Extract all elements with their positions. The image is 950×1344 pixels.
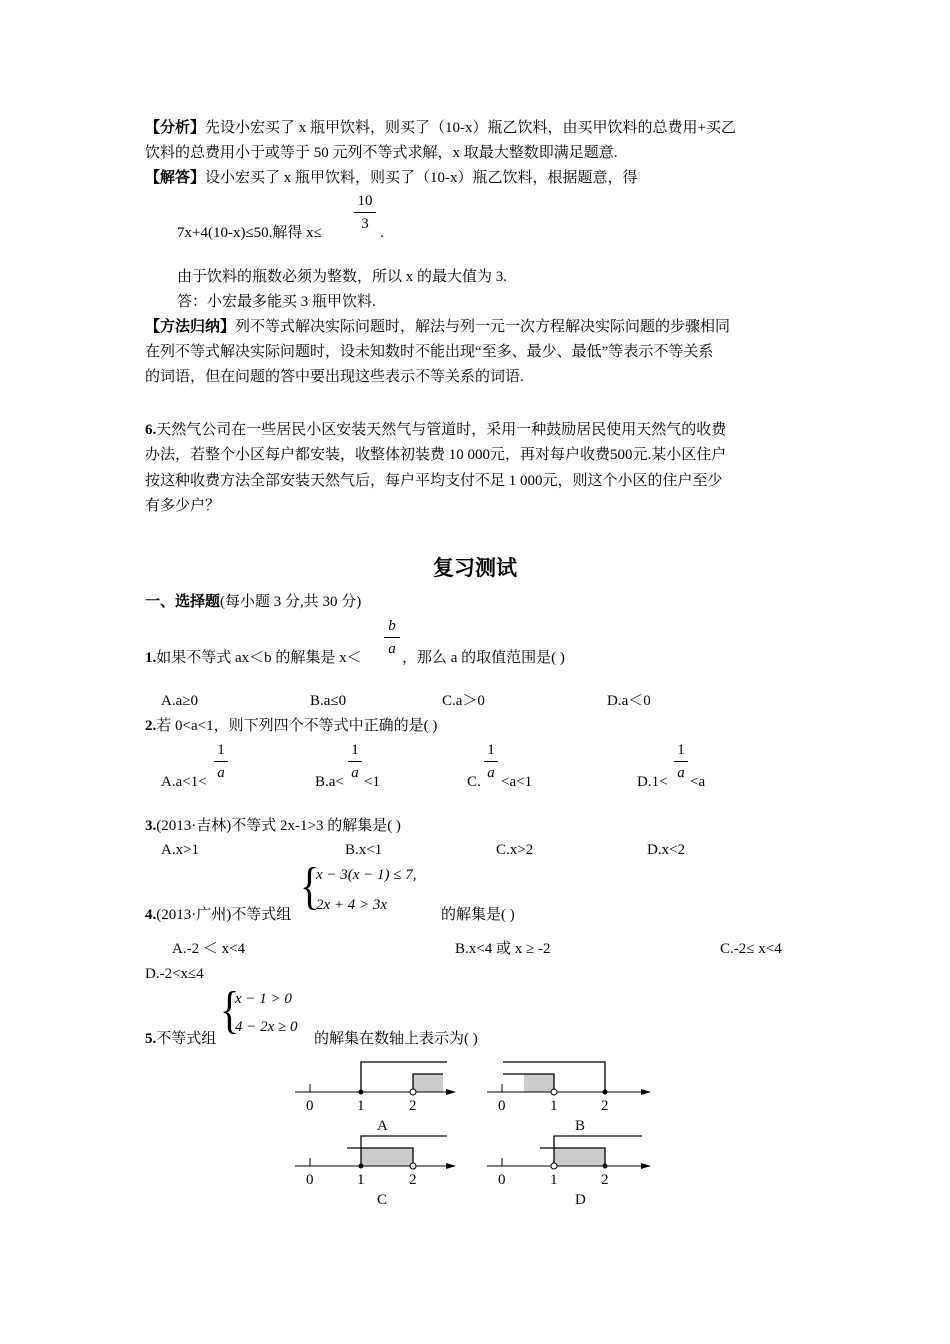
method (145, 318, 730, 336)
question-number: 5. (145, 1031, 157, 1047)
question-text: 不等式组 (156, 1031, 217, 1047)
numerator: b (388, 618, 396, 634)
question-text: ，那么 a 的取值范围是( ) (402, 650, 565, 666)
option-c-diagram[interactable] (295, 1136, 455, 1208)
option-a[interactable]: A.x>1 (161, 842, 200, 858)
label-c: C (377, 1192, 388, 1208)
tick-2: 2 (409, 1172, 417, 1188)
numerator: 1 (487, 742, 495, 758)
label-d: D (575, 1192, 586, 1208)
question-text: 有多少户？ (145, 498, 221, 514)
question-text: (2013·吉林)不等式 2x-1>3 的解集是( ) (156, 818, 401, 834)
numerator: 10 (357, 193, 373, 209)
option-b[interactable]: B.x<4 或 x ≥ -2 (455, 941, 551, 957)
question-text: 按这种收费方法全部安装天然气后，每户平均支付不足 1 000元，则这个小区的住户至少 (145, 473, 723, 489)
option-c[interactable]: C.-2≤ x<4 (720, 941, 782, 957)
analysis-text: 饮料的总费用小于或等于 50 元列不等式求解，x 取最大整数即满足题意. (145, 145, 618, 161)
option-b[interactable]: B.x<1 (345, 842, 383, 858)
label-a: A (377, 1118, 388, 1134)
system-line: x − 1 > 0 (235, 991, 292, 1007)
option-a[interactable]: A.-2 ＜ x<4 (172, 941, 246, 957)
option-text: <1 (364, 774, 380, 790)
option-text: C. (467, 774, 481, 790)
question-3 (145, 817, 401, 835)
tick-2: 2 (601, 1098, 609, 1114)
option-c[interactable]: C.a＞0 (442, 693, 485, 709)
fraction (484, 741, 498, 782)
question-6 (145, 421, 726, 439)
question-number: 4. (145, 907, 157, 923)
analysis-label: 【分析】 (145, 120, 206, 136)
equation: 7x+4(10-x)≤50.解得 x≤ (177, 225, 322, 241)
tick-1: 1 (357, 1172, 365, 1188)
part-label: 一、选择题 (145, 594, 221, 610)
option-d[interactable]: D.x<2 (647, 842, 686, 858)
option-d[interactable]: D.a＜0 (607, 693, 651, 709)
tick-2: 2 (601, 1172, 609, 1188)
method-text: 列不等式解决实际问题时，解法与列一元一次方程解决实际问题的步骤相同 (235, 319, 731, 335)
question-text: (2013·广州)不等式组 (156, 907, 292, 923)
tick-0: 0 (306, 1172, 314, 1188)
system-line: 4 − 2x ≥ 0 (235, 1019, 298, 1035)
answer (145, 169, 638, 187)
tick-1: 1 (550, 1172, 558, 1188)
option-b[interactable]: B.a≤0 (310, 693, 347, 709)
analysis-text: 先设小宏买了 x 瓶甲饮料，则买了（10-x）瓶乙饮料，由买甲饮料的总费用+买乙 (205, 120, 736, 136)
option-text: A.a<1< (161, 774, 207, 790)
numerator: 1 (351, 742, 359, 758)
label-b: B (575, 1118, 586, 1134)
question-text: 的解集在数轴上表示为( ) (314, 1031, 478, 1047)
question-text: 办法，若整个小区每户都安装，收整体初装费 10 000元，再对每户收费500元.某小区住户 (145, 447, 727, 463)
question-5 (145, 1030, 216, 1048)
denominator: a (351, 765, 359, 781)
answer-label: 【解答】 (145, 170, 206, 186)
method-text: 的词语，但在问题的答中要出现这些表示不等关系的词语. (145, 369, 524, 385)
analysis (145, 119, 736, 137)
denominator: a (388, 641, 396, 657)
brace: { (220, 980, 240, 1039)
method-text: 在列不等式解决实际问题时，设未知数时不能出现“至多、最少、最低”等表示不等关系 (145, 344, 714, 360)
tick-0: 0 (498, 1098, 506, 1114)
option-text: D.1< (637, 774, 668, 790)
brace: { (300, 856, 320, 915)
question-text: 若 0<a<1，则下列四个不等式中正确的是( ) (156, 718, 438, 734)
numerator: 1 (217, 742, 225, 758)
section-title: 复习测试 (433, 556, 517, 580)
equation-end: . (380, 225, 384, 241)
answer-text: 答：小宏最多能买 3 瓶甲饮料. (177, 294, 376, 310)
option-a-diagram[interactable] (295, 1062, 455, 1134)
question-1 (145, 649, 362, 667)
denominator: a (487, 765, 495, 781)
tick-1: 1 (550, 1098, 558, 1114)
question-number: 6. (145, 422, 157, 438)
denominator: a (677, 765, 685, 781)
fraction (384, 617, 400, 658)
option-text: <a<1 (501, 774, 533, 790)
question-text: 天然气公司在一些居民小区安装天然气与管道时，采用一种鼓励居民使用天然气的收费 (156, 422, 727, 438)
question-2 (145, 717, 437, 735)
option-a[interactable]: A.a≥0 (161, 693, 198, 709)
question-text: 如果不等式 ax＜b 的解集是 x＜ (156, 650, 362, 666)
option-b-diagram[interactable] (487, 1062, 650, 1134)
number-line-figure (290, 1060, 660, 1210)
part-note: (每小题 3 分,共 30 分) (220, 594, 362, 610)
fraction (348, 741, 362, 782)
fraction (354, 192, 376, 233)
system-line: 2x + 4 > 3x (316, 897, 388, 913)
question-number: 1. (145, 650, 157, 666)
numerator: 1 (677, 742, 685, 758)
fraction (214, 741, 228, 782)
question-4 (145, 906, 291, 924)
question-number: 3. (145, 818, 157, 834)
part-heading (145, 593, 361, 611)
denominator: 3 (361, 216, 369, 232)
tick-2: 2 (409, 1098, 417, 1114)
tick-0: 0 (306, 1098, 314, 1114)
answer-text: 设小宏买了 x 瓶甲饮料，则买了（10-x）瓶乙饮料，根据题意，得 (205, 170, 638, 186)
denominator: a (217, 765, 225, 781)
option-c[interactable]: C.x>2 (496, 842, 534, 858)
tick-0: 0 (498, 1172, 506, 1188)
option-d[interactable]: D.-2<x≤4 (145, 966, 204, 982)
answer-text: 由于饮料的瓶数必须为整数，所以 x 的最大值为 3. (177, 269, 508, 285)
question-number: 2. (145, 718, 157, 734)
method-label: 【方法归纳】 (145, 319, 236, 335)
system-line: x − 3(x − 1) ≤ 7, (316, 867, 417, 883)
fraction (674, 741, 688, 782)
option-text: B.a< (315, 774, 344, 790)
tick-1: 1 (357, 1098, 365, 1114)
option-text: <a (690, 774, 706, 790)
question-text: 的解集是( ) (441, 907, 515, 923)
option-d-diagram[interactable] (487, 1136, 650, 1208)
